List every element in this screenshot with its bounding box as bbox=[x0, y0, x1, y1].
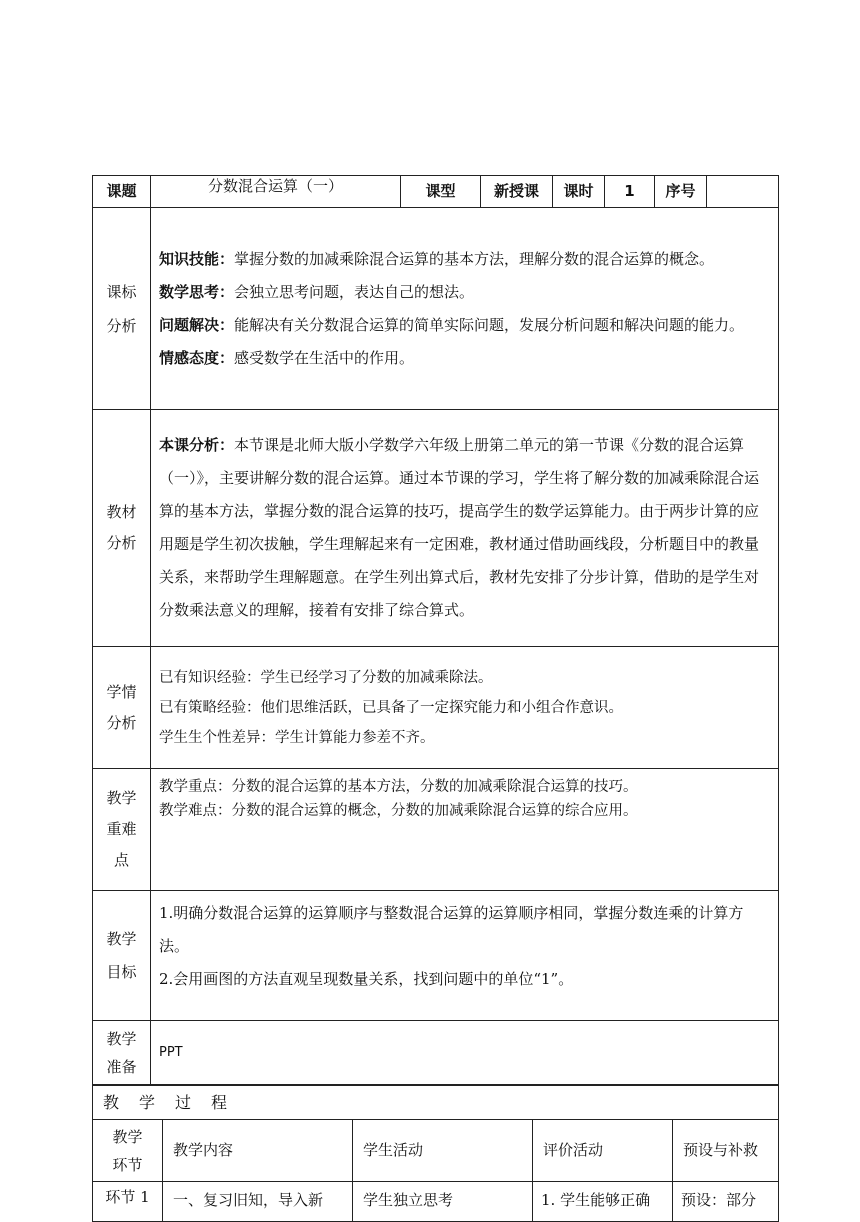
label-topic: 课题 bbox=[93, 176, 151, 208]
process-header-content: 教学内容 bbox=[163, 1120, 353, 1182]
students-content bbox=[151, 647, 779, 769]
period-value: 1 bbox=[605, 176, 655, 208]
objective-line: 1.明确分数混合运算的运算顺序与整数混合运算的运算顺序相同，掌握分数连乘的计算方法。 bbox=[159, 904, 744, 955]
process-title-row bbox=[93, 1086, 779, 1120]
type-value: 新授课 bbox=[481, 176, 553, 208]
process-table bbox=[92, 1085, 779, 1222]
process-header-preset: 预设与补救 bbox=[673, 1120, 779, 1182]
process-header-eval: 评价活动 bbox=[533, 1120, 673, 1182]
textbook-text: 本节课是北师大版小学数学六年级上册第二单元的第一节课《分数的混合运算（一）》，主要讲解分数的混合运算。通过本节课的学习，学生将了解分数的加减乘除混合运算的基本方法，掌握分数的混合运算的技巧，提高学生的数学运算能力。由于两步计算的应用题是学生初次拔触，学生理解起来有一定困难，教材通过借助画线段，分析题目中的教量关系，来帮助学生理解题意。在学生列出算式后，教材先安排了分步计算，借助的是学生对分数乘法意义的理解，接着有安排了综合算式。 bbox=[159, 436, 760, 619]
label-type: 课型 bbox=[401, 176, 481, 208]
textbook-label: 教材 分析 bbox=[93, 410, 151, 647]
key-point-line: 教学重点：分数的混合运算的基本方法，分数的加减乘除混合运算的技巧。 bbox=[159, 779, 638, 795]
key-points-content bbox=[151, 769, 779, 891]
header-row bbox=[93, 176, 779, 208]
textbook-key: 本课分析： bbox=[159, 436, 235, 454]
process-cell-student: 学生独立思考 bbox=[353, 1182, 533, 1222]
key-point-line: 教学难点：分数的混合运算的概念，分数的加减乘除混合运算的综合应用。 bbox=[159, 803, 638, 819]
preparation-label: 教学 准备 bbox=[93, 1021, 151, 1085]
curriculum-item: 数学思考：会独立思考问题，表达自己的想法。 bbox=[159, 282, 475, 301]
key-points-row bbox=[93, 769, 779, 891]
process-title: 教 学 过 程 bbox=[93, 1086, 779, 1120]
students-line: 已有策略经验：他们思维活跃，已具备了一定探究能力和小组合作意识。 bbox=[159, 699, 623, 716]
process-header-row bbox=[93, 1120, 779, 1182]
lesson-plan-table bbox=[92, 175, 779, 1085]
process-cell-preset: 预设：部分 bbox=[673, 1182, 779, 1222]
curriculum-item: 知识技能：掌握分数的加减乘除混合运算的基本方法，理解分数的混合运算的概念。 bbox=[159, 249, 715, 268]
label-period: 课时 bbox=[553, 176, 605, 208]
label-seq: 序号 bbox=[655, 176, 707, 208]
textbook-content bbox=[151, 410, 779, 647]
objectives-row bbox=[93, 891, 779, 1021]
curriculum-label: 课标 分析 bbox=[93, 208, 151, 410]
curriculum-item: 问题解决：能解决有关分数混合运算的简单实际问题，发展分析问题和解决问题的能力。 bbox=[159, 315, 745, 334]
students-line: 已有知识经验：学生已经学习了分数的加减乘除法。 bbox=[159, 669, 493, 686]
objectives-label: 教学 目标 bbox=[93, 891, 151, 1021]
process-header-student: 学生活动 bbox=[353, 1120, 533, 1182]
students-row bbox=[93, 647, 779, 769]
process-cell-stage: 环节 1 bbox=[93, 1182, 163, 1222]
process-header-stage: 教学 环节 bbox=[93, 1120, 163, 1182]
process-cell-eval: 1. 学生能够正确 bbox=[533, 1182, 673, 1222]
objective-line: 2.会用画图的方法直观呈现数量关系，找到问题中的单位“1”。 bbox=[159, 970, 574, 988]
textbook-row bbox=[93, 410, 779, 647]
curriculum-row bbox=[93, 208, 779, 410]
preparation-content: PPT bbox=[151, 1021, 779, 1085]
preparation-row bbox=[93, 1021, 779, 1085]
seq-value bbox=[707, 176, 779, 208]
curriculum-item: 情感态度：感受数学在生活中的作用。 bbox=[159, 348, 415, 367]
topic-value: 分数混合运算（一） bbox=[151, 176, 401, 208]
process-cell-content: 一、复习旧知，导入新 bbox=[163, 1182, 353, 1222]
curriculum-content bbox=[151, 208, 779, 410]
key-points-label: 教学 重难 点 bbox=[93, 769, 151, 891]
objectives-content bbox=[151, 891, 779, 1021]
students-line: 学生生个性差异：学生计算能力参差不齐。 bbox=[159, 729, 435, 746]
students-label: 学情 分析 bbox=[93, 647, 151, 769]
